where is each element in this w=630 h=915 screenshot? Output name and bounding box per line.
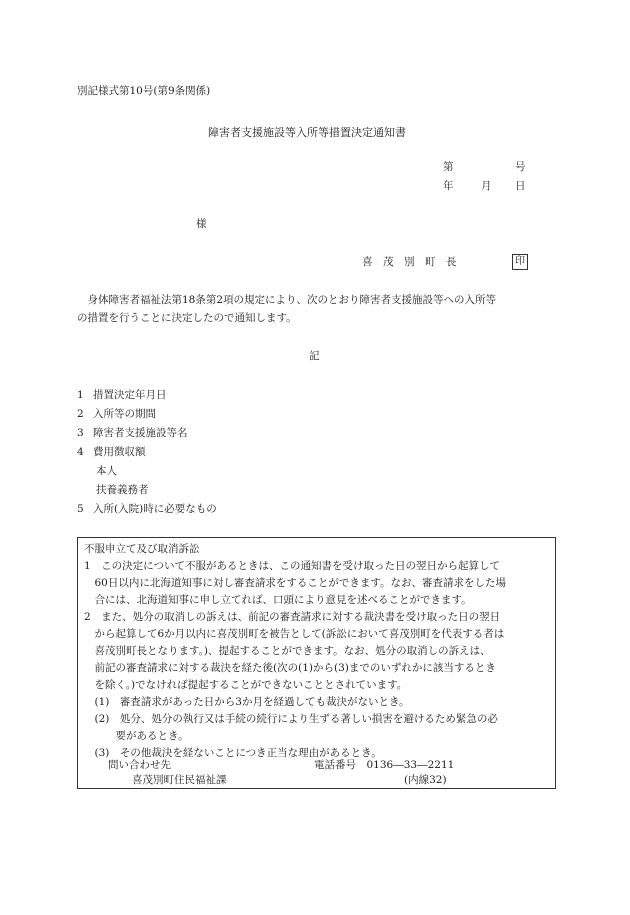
list-item-number: 2 bbox=[77, 408, 84, 420]
issuer-name: 喜 茂 別 町 長 bbox=[362, 256, 457, 268]
appeal-notice-line: (2) 処分、処分の執行又は手続の続行により生ずる著しい損害を避けるため緊急の必 bbox=[84, 713, 498, 725]
list-item-label: 入所(入院)時に必要なもの bbox=[93, 503, 217, 515]
body-text-line-2: の措置を行うことに決定したので通知します。 bbox=[77, 312, 297, 324]
list-item-number: 5 bbox=[77, 503, 84, 515]
list-item-label: 措置決定年月日 bbox=[93, 389, 167, 401]
contact-department: 喜茂別町住民福祉課 bbox=[132, 774, 227, 786]
phone-extension: (内線32) bbox=[404, 774, 447, 786]
list-item-label: 本人 bbox=[96, 465, 117, 477]
list-item-3 bbox=[77, 428, 188, 439]
list-subitem-guardian bbox=[96, 485, 149, 496]
list-item-number: 3 bbox=[77, 427, 84, 439]
appeal-notice-line: 要があるとき。 bbox=[84, 730, 189, 742]
appeal-notice-line: を除く。)でなければ提起することができないこととされています。 bbox=[84, 679, 408, 691]
list-item-label: 障害者支援施設等名 bbox=[93, 427, 188, 439]
ki-heading: 記 bbox=[309, 350, 320, 362]
form-number: 別記様式第10号(第9条関係) bbox=[77, 85, 211, 97]
appeal-notice-line: 合には、北海道知事に申し立てれば、口頭により意見を述べることができます。 bbox=[84, 594, 472, 606]
phone-number: 電話番号 0136―33―2211 bbox=[314, 759, 455, 771]
appeal-notice-line: 1 この決定について不服があるときは、この通知書を受け取った日の翌日から起算して bbox=[84, 560, 500, 572]
body-text-line-1: 身体障害者福祉法第18条第2項の規定により、次のとおり障害者支援施設等への入所等 bbox=[77, 294, 497, 306]
document-title: 障害者支援施設等入所等措置決定通知書 bbox=[208, 126, 406, 139]
date-month-label: 月 bbox=[481, 180, 492, 192]
appeal-notice-line: (1) 審査請求があった日から3か月を経過しても裁決がないとき。 bbox=[84, 696, 410, 708]
appeal-notice-line: から起算して6か月以内に喜茂別町を被告として(訴訟において喜茂別町を代表する者は bbox=[84, 628, 505, 640]
list-item-1 bbox=[77, 390, 167, 401]
list-item-4 bbox=[77, 447, 146, 458]
appeal-notice-line: (3) その他裁決を経ないことにつき正当な理由があるとき。 bbox=[84, 747, 382, 759]
list-item-2 bbox=[77, 409, 156, 420]
list-item-label: 入所等の期間 bbox=[93, 408, 156, 420]
appeal-notice-box bbox=[77, 537, 556, 789]
contact-label: 問い合わせ先 bbox=[108, 759, 171, 771]
list-item-label: 費用徴収額 bbox=[93, 446, 146, 458]
date-day-label: 日 bbox=[515, 180, 526, 192]
list-item-number: 1 bbox=[77, 389, 84, 401]
list-item-5 bbox=[77, 504, 217, 515]
appeal-notice-line: 喜茂別町長となります。)、提起することができます。なお、処分の取消しの訴えは、 bbox=[84, 645, 491, 657]
appeal-notice-line: 前記の審査請求に対する裁決を経た後(次の(1)から(3)までのいずれかに該当するとき bbox=[84, 662, 496, 674]
list-subitem-self bbox=[96, 466, 117, 477]
date-year-label: 年 bbox=[443, 180, 454, 192]
number-label-prefix: 第 bbox=[443, 161, 454, 173]
appeal-notice-heading: 不服申立て及び取消訴訟 bbox=[84, 543, 200, 555]
seal-mark bbox=[512, 254, 528, 270]
list-item-label: 扶養義務者 bbox=[96, 484, 149, 496]
list-item-number: 4 bbox=[77, 446, 84, 458]
seal-stamp: 印 bbox=[512, 254, 528, 270]
number-label-suffix: 号 bbox=[515, 161, 526, 173]
appeal-notice-line: 60日以内に北海道知事に対し審査請求をすることができます。なお、審査請求をした場 bbox=[84, 577, 507, 589]
appeal-notice-line: 2 また、処分の取消しの訴えは、前記の審査請求に対する裁決書を受け取った日の翌日 bbox=[84, 611, 501, 623]
addressee-suffix: 様 bbox=[196, 218, 207, 230]
